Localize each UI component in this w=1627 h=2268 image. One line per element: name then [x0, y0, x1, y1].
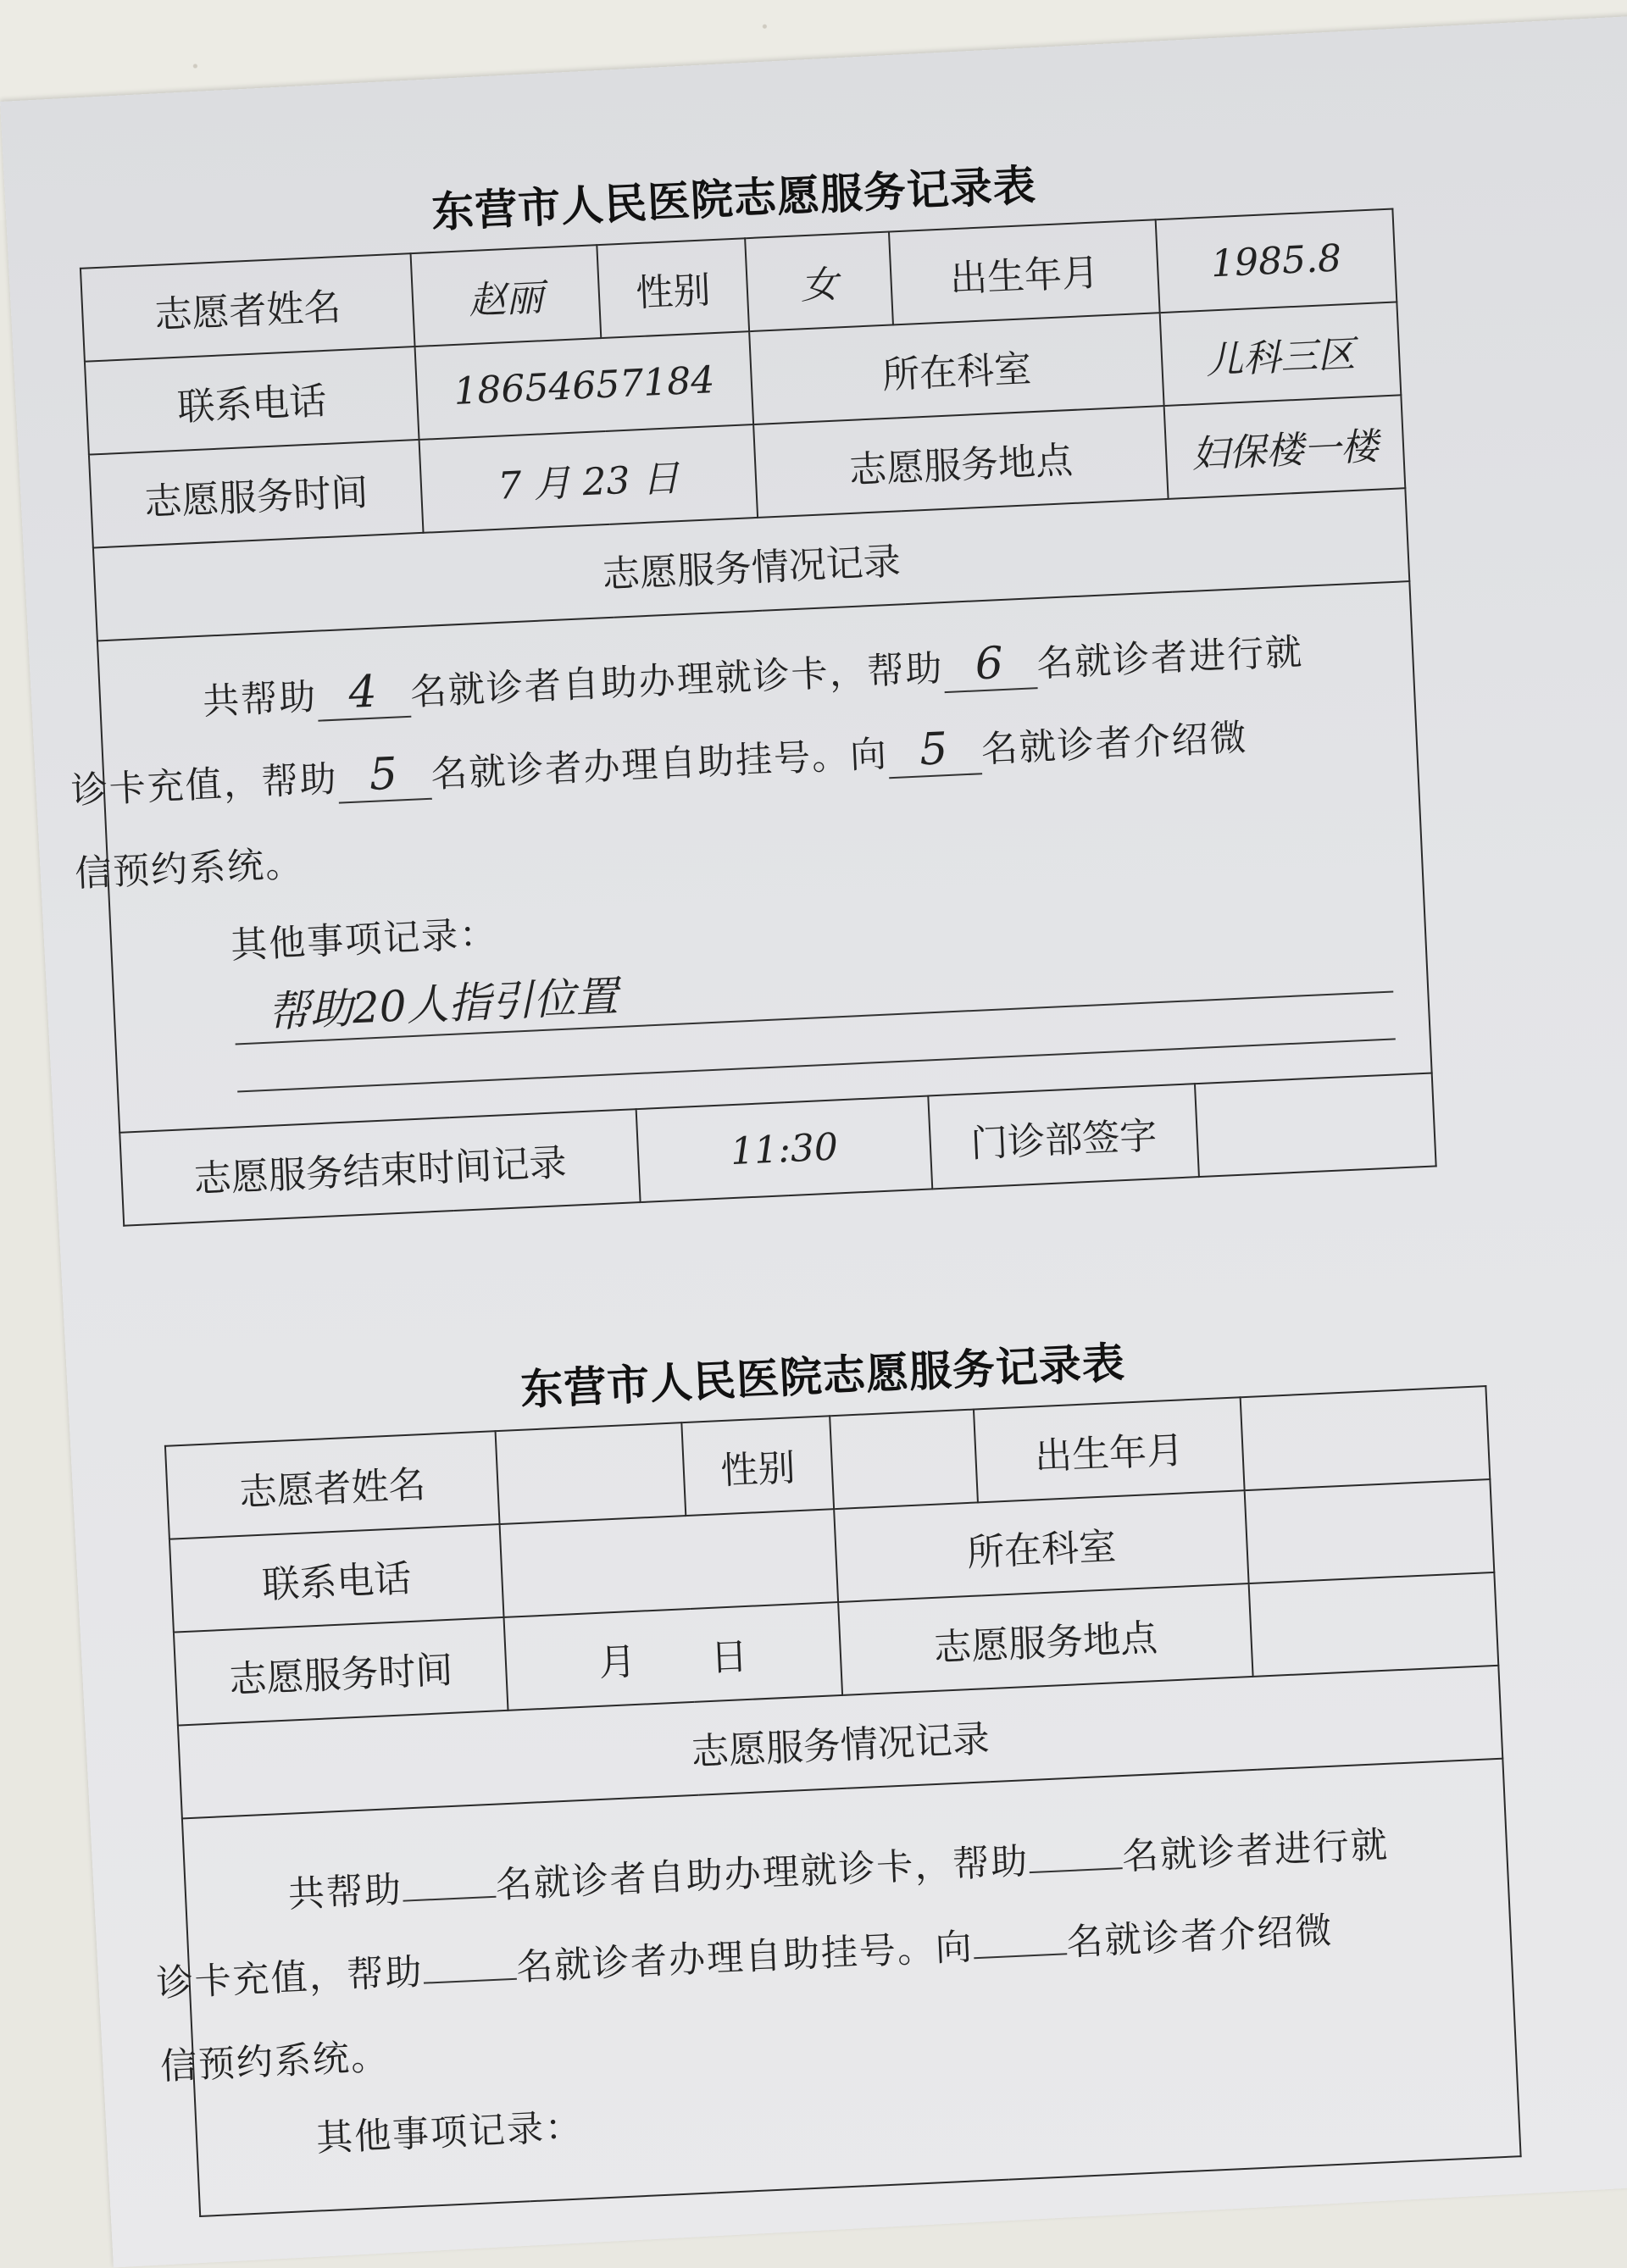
blank-register-count: 5	[336, 747, 432, 804]
record-header-2: 志愿服务情况记录	[178, 1666, 1502, 1819]
value-gender-2	[830, 1410, 978, 1510]
text-p1a-2: 共帮助	[286, 1868, 404, 1916]
blank-recharge-count: 6	[942, 636, 1038, 693]
value-sign	[1195, 1073, 1436, 1178]
form-title-2: 东营市人民医院志愿服务记录表	[519, 1337, 1126, 1415]
volunteer-record-form-1	[69, 136, 1435, 1227]
label-birth-2: 出生年月	[974, 1397, 1245, 1502]
value-phone-2	[500, 1509, 839, 1617]
blank-wechat-count: 5	[886, 722, 982, 779]
blank-card-count-2	[403, 1895, 497, 1901]
text-p2c-2: 名就诊者介绍微	[1065, 1909, 1335, 1964]
row-record-body-2	[182, 1759, 1521, 2216]
other-notes-label: 其他事项记录：	[230, 912, 499, 968]
label-end-time: 志愿服务结束时间记录	[119, 1109, 640, 1226]
text-p1b-2: 名就诊者自助办理就诊卡，帮助	[494, 1839, 1030, 1907]
label-service-place-2: 志愿服务地点	[838, 1583, 1252, 1695]
blank-wechat-count-2	[974, 1953, 1067, 1959]
text-p1c: 名就诊者进行就	[1036, 630, 1305, 686]
value-gender: 女	[745, 232, 893, 332]
text-p2a-2: 诊卡充值，帮助	[155, 1950, 425, 2005]
text-p3-2: 信预约系统。	[159, 2035, 391, 2088]
text-p1b: 名就诊者自助办理就诊卡，帮助	[408, 647, 945, 714]
label-sign: 门诊部签字	[928, 1084, 1199, 1189]
text-p1a: 共帮助	[202, 675, 319, 724]
blank-recharge-count-2	[1030, 1867, 1123, 1873]
row-record-body	[97, 581, 1432, 1133]
text-p2b: 名就诊者办理自助挂号。向	[430, 733, 890, 796]
text-p2b-2: 名就诊者办理自助挂号。向	[515, 1925, 975, 1989]
text-p3: 信预约系统。	[74, 842, 305, 896]
label-service-place: 志愿服务地点	[753, 406, 1168, 518]
record-body-2	[155, 1759, 1521, 2216]
label-gender-2: 性别	[681, 1416, 834, 1516]
label-birth: 出生年月	[889, 219, 1160, 324]
value-service-place: 妇保楼一楼	[1164, 395, 1406, 499]
blank-card-count: 4	[316, 665, 412, 722]
volunteer-record-form-2	[155, 1312, 1520, 2217]
value-birth: 1985.8	[1156, 209, 1397, 313]
label-service-time-2: 志愿服务时间	[174, 1617, 508, 1726]
form-title: 东营市人民医院志愿服务记录表	[430, 159, 1037, 237]
record-paragraph	[69, 607, 1396, 912]
other-notes-label-2: 其他事项记录：	[315, 2104, 585, 2160]
record-paragraph-2	[155, 1799, 1490, 2105]
blank-register-count-2	[424, 1977, 517, 1983]
form-2-table	[155, 1385, 1522, 2217]
value-name: 赵丽	[411, 245, 602, 347]
text-p2a: 诊卡充值，帮助	[69, 757, 339, 812]
value-department-2	[1245, 1479, 1495, 1583]
text-p1c-2: 名就诊者进行就	[1120, 1823, 1390, 1878]
record-body	[69, 581, 1432, 1133]
value-service-place-2	[1249, 1572, 1499, 1677]
value-service-time: 7 月 23 日	[419, 424, 758, 533]
text-p2c: 名就诊者介绍微	[980, 716, 1249, 772]
value-birth-2	[1241, 1386, 1491, 1490]
value-department: 儿科三区	[1160, 302, 1402, 406]
label-name-2: 志愿者姓名	[165, 1431, 500, 1539]
value-phone: 18654657184	[415, 331, 754, 440]
label-name: 志愿者姓名	[81, 253, 415, 362]
label-phone: 联系电话	[85, 347, 419, 455]
value-service-time-2: 月 日	[504, 1602, 843, 1711]
value-end-time: 11:30	[636, 1095, 933, 1202]
label-department-2: 所在科室	[834, 1490, 1248, 1602]
record-header: 志愿服务情况记录	[93, 488, 1409, 640]
label-department: 所在科室	[749, 313, 1163, 424]
label-service-time: 志愿服务时间	[89, 440, 424, 548]
other-notes-value: 帮助20人指引位置	[232, 932, 1393, 1045]
label-gender: 性别	[597, 238, 749, 338]
form-1-table	[69, 208, 1437, 1227]
label-phone-2: 联系电话	[169, 1524, 504, 1633]
value-name-2	[496, 1422, 686, 1524]
